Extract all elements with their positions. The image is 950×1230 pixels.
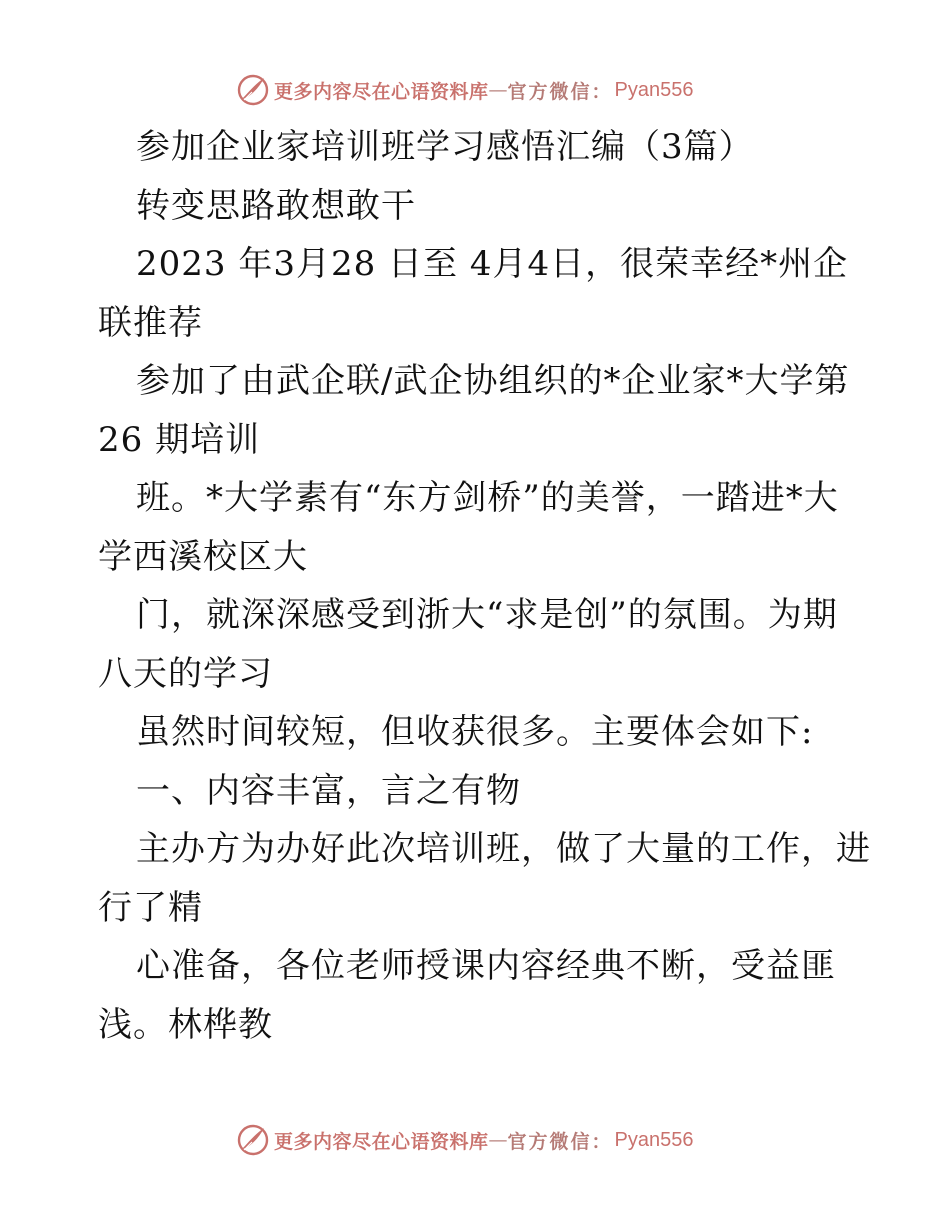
paragraph-line: 虽然时间较短，但收获很多。主要体会如下: — [136, 712, 814, 752]
quill-logo-icon — [236, 73, 270, 107]
banner-wechat-id: Pyan556 — [614, 1128, 694, 1151]
banner-wechat-label: 官方微信： — [507, 80, 613, 103]
paragraph-line: 26 期培训 — [98, 419, 261, 460]
document-title: 参加企业家培训班学习感悟汇编（3篇） — [136, 127, 754, 167]
banner-text: 更多内容尽在心语资料库 — [274, 1130, 489, 1153]
section-heading: 转变思路敢想敢干 — [136, 185, 416, 226]
paragraph-line: 八天的学习 — [98, 653, 273, 694]
paragraph-line: 学西溪校区大 — [98, 536, 308, 577]
header-banner — [236, 72, 694, 108]
paragraph-line: 行了精 — [98, 887, 203, 928]
banner-wechat-label: 官方微信： — [507, 1130, 613, 1153]
subsection-heading: 一、内容丰富，言之有物 — [136, 770, 521, 811]
paragraph-line: 心准备，各位老师授课内容经典不断，受益匪 — [136, 946, 836, 986]
paragraph-line: 班。*大学素有“东方剑桥”的美誉，一踏进*大 — [136, 478, 839, 518]
banner-wechat-id: Pyan556 — [614, 78, 694, 101]
banner-text: 更多内容尽在心语资料库 — [274, 80, 489, 103]
footer-banner — [236, 1122, 694, 1158]
paragraph-line: 联推荐 — [98, 302, 203, 343]
document-body — [98, 118, 871, 1054]
paragraph-line: 门，就深深感受到浙大“求是创”的氛围。为期 — [136, 595, 838, 635]
paragraph-line: 2023 年3月28 日至 4月4日，很荣幸经*州企 — [136, 244, 849, 284]
banner-dash: — — [488, 79, 508, 101]
paragraph-line: 主办方为办好此次培训班，做了大量的工作，进 — [136, 829, 871, 869]
banner-dash: — — [488, 1129, 508, 1151]
paragraph-line: 浅。林桦教 — [98, 1004, 273, 1045]
quill-logo-icon — [236, 1123, 270, 1157]
paragraph-line: 参加了由武企联/武企协组织的*企业家*大学第 — [136, 361, 850, 401]
